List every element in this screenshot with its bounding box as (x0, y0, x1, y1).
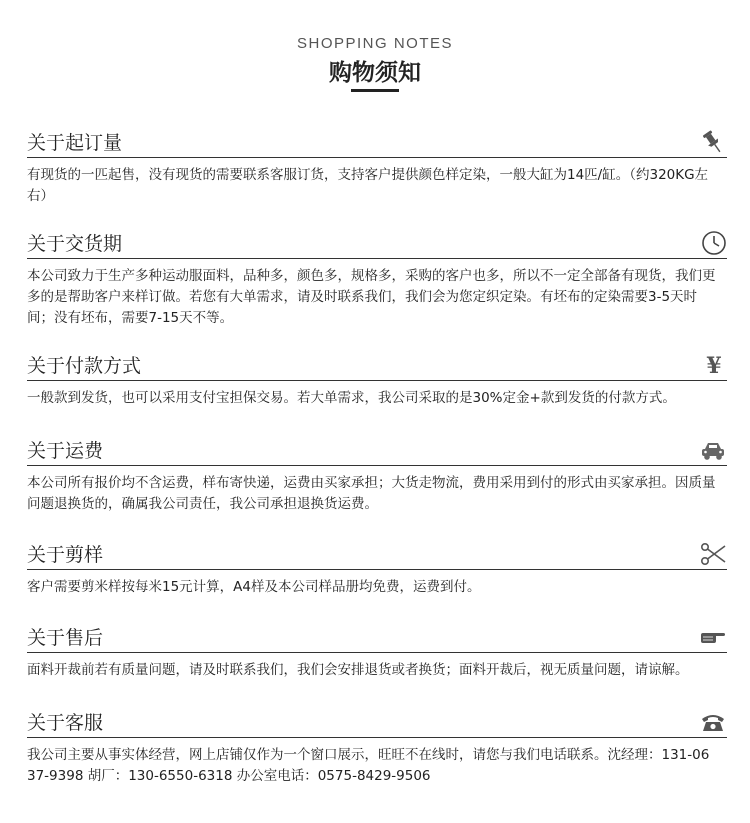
section-customer-service (27, 708, 727, 787)
section-text: 我公司主要从事实体经营，网上店铺仅作为一个窗口展示，旺旺不在线时，请您与我们电话联系。沈经理：131-0637-9398 胡厂：130-6550-6318 办公室电话：0575-8429-9506 (27, 747, 710, 784)
section-divider (27, 652, 727, 653)
section-title: 关于售后 (27, 627, 104, 649)
section-text: 有现货的一匹起售，没有现货的需要联系客服订货，支持客户提供颜色样定染，一般大缸为14匹/缸。（约320KG左右） (27, 167, 709, 204)
section-divider (27, 465, 727, 466)
section-delivery (27, 229, 727, 329)
svg-text:¥: ¥ (706, 353, 722, 378)
section-title: 关于起订量 (27, 132, 123, 154)
section-divider (27, 737, 727, 738)
section-title: 关于运费 (27, 440, 104, 462)
section-head (27, 708, 727, 738)
pushpin-icon (699, 129, 727, 155)
section-min-order (27, 128, 727, 207)
section-cut-sample (27, 540, 727, 598)
title-underline (351, 89, 399, 92)
clock-icon (699, 230, 727, 256)
section-head (27, 436, 727, 466)
section-payment (27, 351, 727, 409)
section-text: 面料开裁前若有质量问题，请及时联系我们，我们会安排退货或者换货；面料开裁后，视无质量问题，请谅解。 (27, 662, 689, 678)
section-head (27, 229, 727, 259)
section-head (27, 128, 727, 158)
page-subtitle: SHOPPING NOTES (296, 35, 454, 52)
section-shipping (27, 436, 727, 515)
section-title: 关于剪样 (27, 544, 104, 566)
telephone-icon (699, 709, 727, 735)
section-text: 客户需要剪米样按每米15元计算，A4样及本公司样品册均免费，运费到付。 (27, 579, 481, 595)
section-divider (27, 157, 727, 158)
section-head (27, 351, 727, 381)
page-header (0, 34, 750, 92)
scissors-icon (699, 541, 727, 567)
section-after-sales (27, 623, 727, 681)
section-text: 本公司所有报价均不含运费，样布寄快递，运费由买家承担；大货走物流，费用采用到付的形式由买家承担。因质量问题退换货的，确属我公司责任，我公司承担退换货运费。 (27, 475, 716, 512)
section-text: 本公司致力于生产多种运动服面料，品种多，颜色多，规格多，采购的客户也多，所以不一定全部备有现货，我们更多的是帮助客户来样订做。若您有大单需求，请及时联系我们，我们会为您定织定染。有坯布的定染需要3-5天时间；没有坯布，需要7-15天不等。 (27, 268, 716, 326)
yen-icon (699, 352, 727, 378)
section-divider (27, 258, 727, 259)
section-title: 关于客服 (27, 712, 104, 734)
section-title: 关于交货期 (27, 233, 123, 255)
car-icon (699, 437, 727, 463)
section-divider (27, 380, 727, 381)
section-text: 一般款到发货，也可以采用支付宝担保交易。若大单需求，我公司采取的是30%定金+款到发货的付款方式。 (27, 390, 676, 406)
section-title: 关于付款方式 (27, 355, 142, 377)
page-title: 购物须知 (329, 60, 421, 86)
section-head (27, 540, 727, 570)
section-divider (27, 569, 727, 570)
section-head (27, 623, 727, 653)
pointing-hand-icon (699, 624, 727, 650)
